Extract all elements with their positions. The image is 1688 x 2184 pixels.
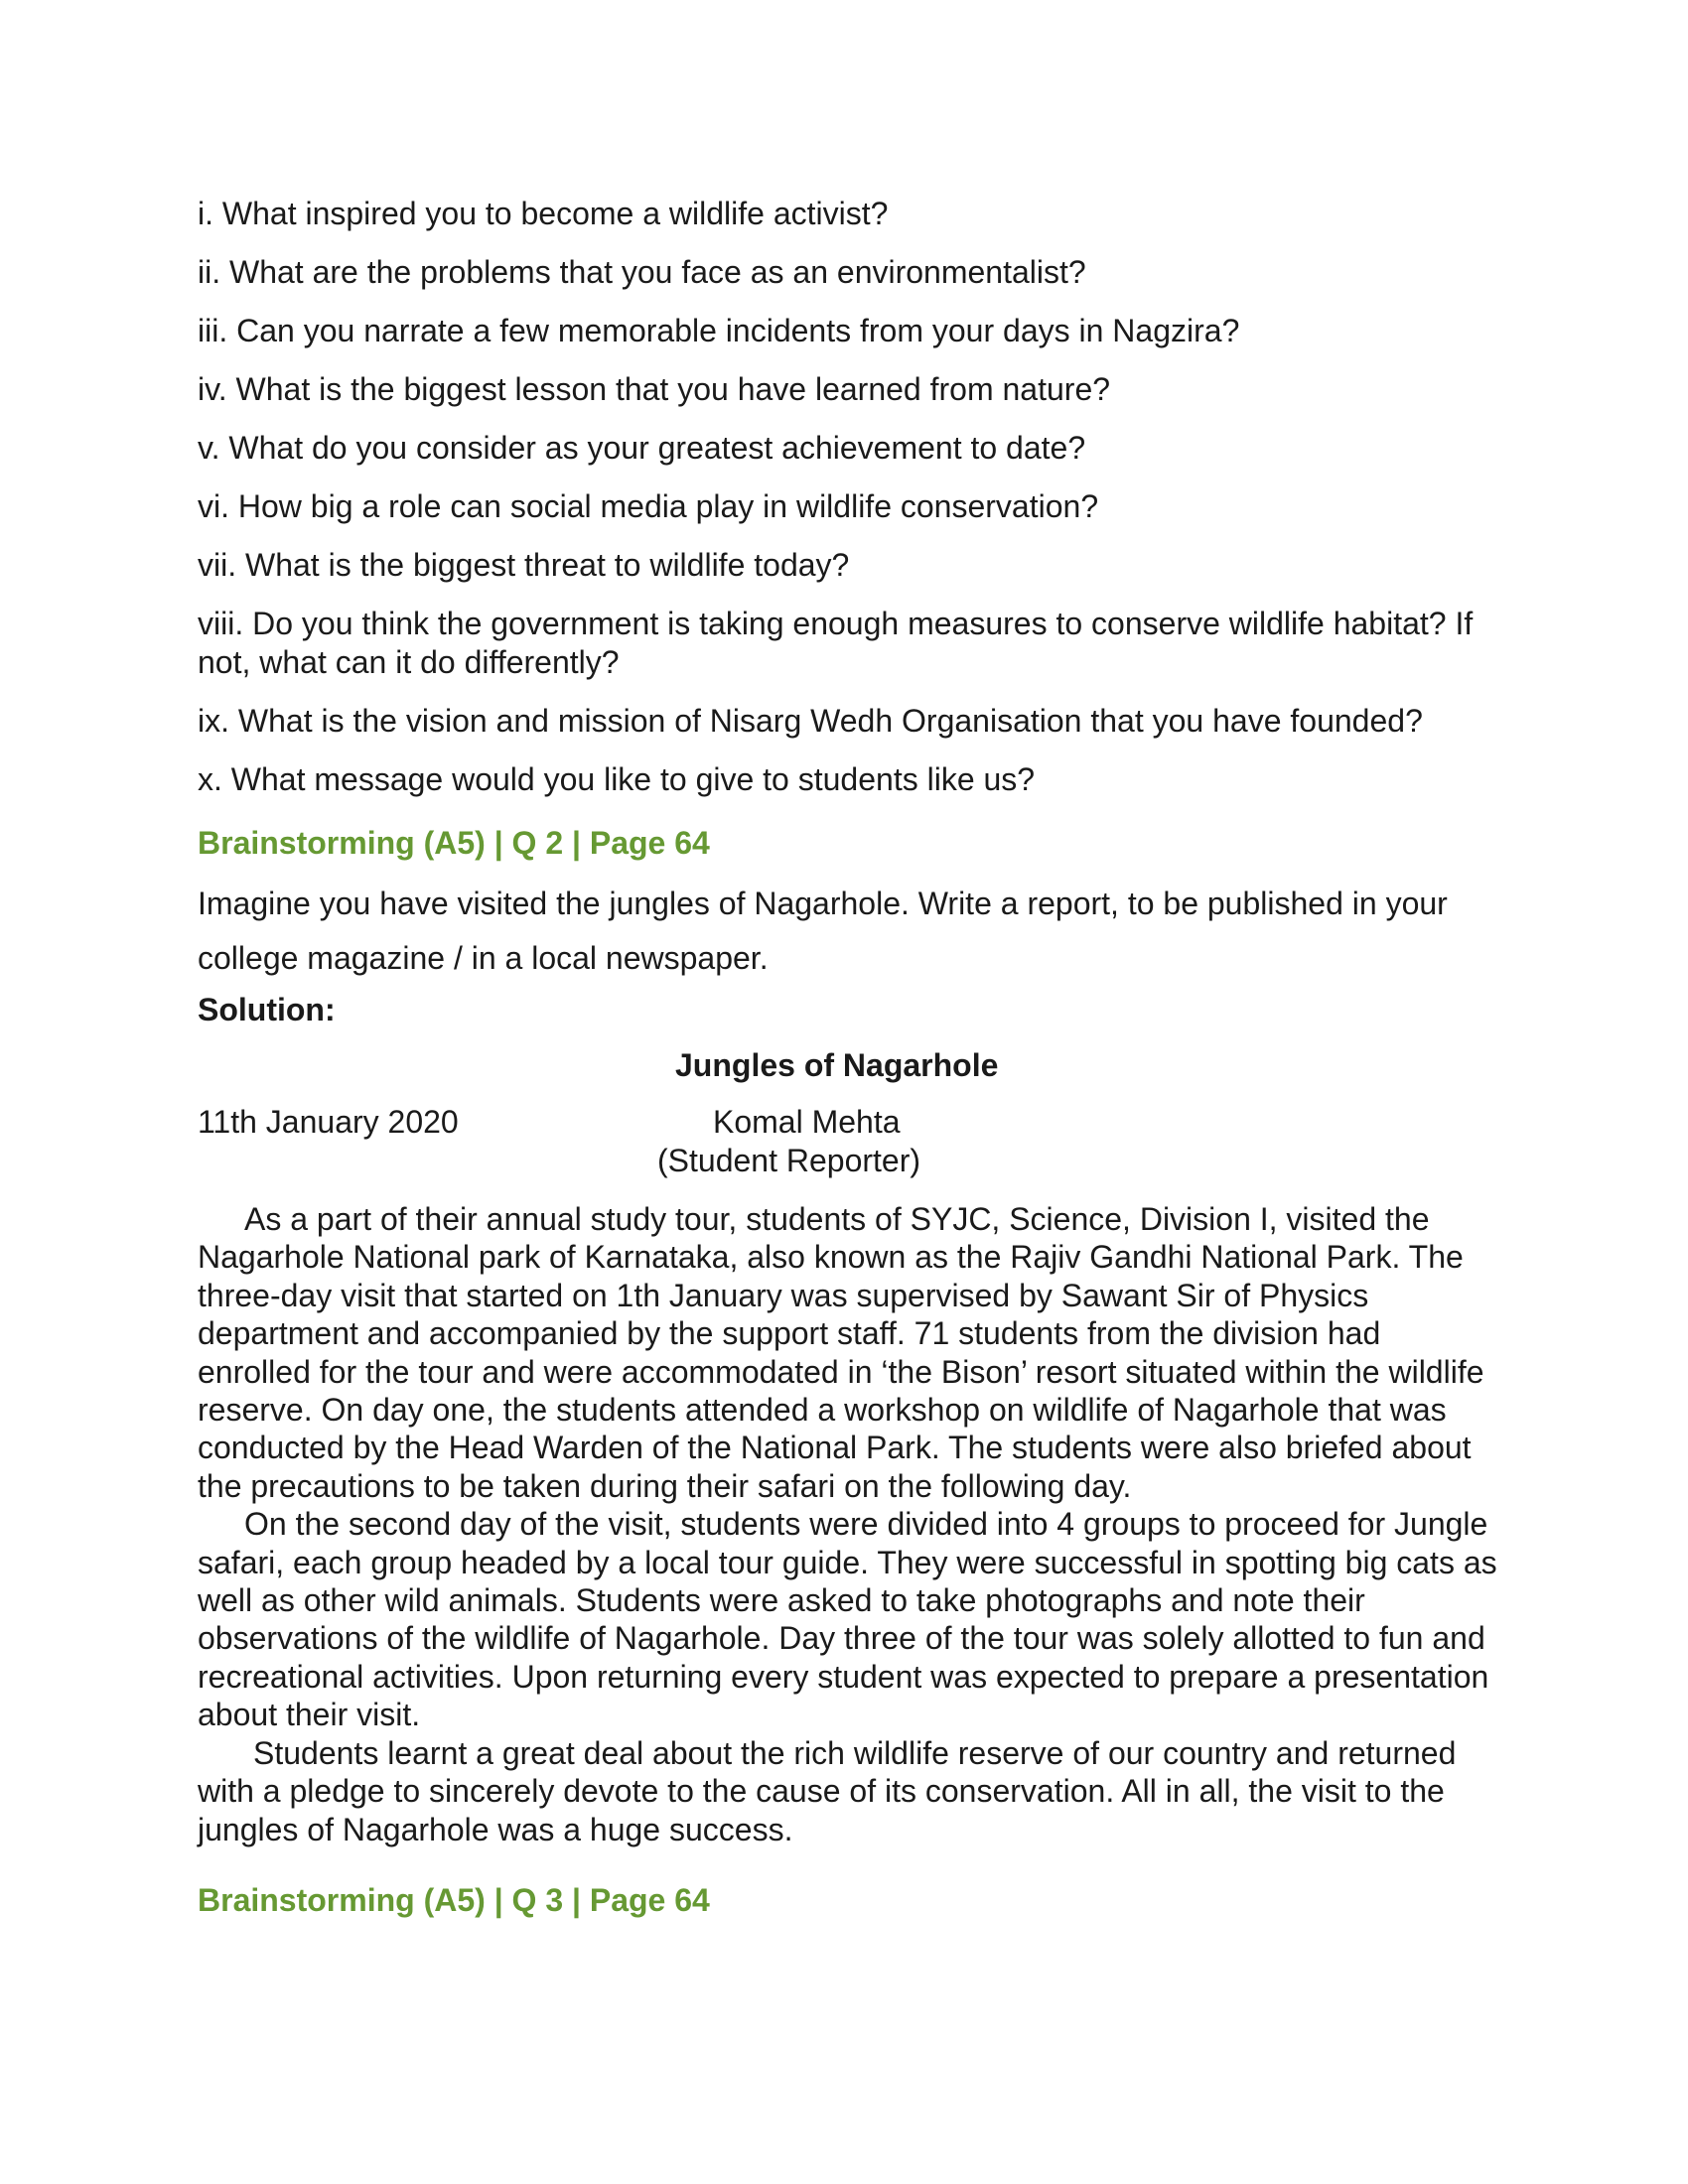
- report-paragraph: On the second day of the visit, students were divided into 4 groups to proceed for Jungle safari, each group headed by a local tour guide. They were successful in spotting big cats as well as other wild animals. Students were asked to take photographs and note their observations of the wildlife of Nagarhole. Day three of the tour was solely allotted to fun and recreational activities. Upon returning every student was expected to prepare a presentation about their visit.: [198, 1506, 1497, 1733]
- question-item: v. What do you consider as your greatest achievement to date?: [198, 430, 1086, 466]
- question-prompt: Imagine you have visited the jungles of Nagarhole. Write a report, to be published in your college magazine / in a local newspaper.: [198, 886, 1448, 976]
- report-author: Komal Mehta: [713, 1104, 901, 1140]
- section-heading-q3: Brainstorming (A5) | Q 3 | Page 64: [198, 1881, 710, 1918]
- solution-label: Solution:: [198, 992, 336, 1027]
- report-paragraph: As a part of their annual study tour, students of SYJC, Science, Division I, visited the Nagarhole National park of Karnataka, also known as the Rajiv Gandhi National Park. The three-day visit that started on 1th January was supervised by Sawant Sir of Physics department and accompanied by the support staff. 71 students from the division had enrolled for the tour and were accommodated in ‘the Bison’ resort situated within the wildlife reserve. On day one, the students attended a workshop on wildlife of Nagarhole that was conducted by the Head Warden of the National Park. The students were also briefed about the precautions to be taken during their safari on the following day.: [198, 1201, 1484, 1504]
- report-paragraph: Students learnt a great deal about the rich wildlife reserve of our country and returned with a pledge to sincerely devote to the cause of its conservation. All in all, the visit to the jungles of Nagarhole was a huge success.: [198, 1734, 1457, 1847]
- report-title: Jungles of Nagarhole: [675, 1047, 999, 1083]
- question-item: iv. What is the biggest lesson that you have learned from nature?: [198, 371, 1111, 407]
- question-item: ix. What is the vision and mission of Nisarg Wedh Organisation that you have founded?: [198, 703, 1423, 739]
- report-date: 11th January 2020: [198, 1104, 459, 1140]
- page-content: [198, 195, 1498, 1920]
- question-item: vi. How big a role can social media play in wildlife conservation?: [198, 488, 1099, 524]
- question-item: iii. Can you narrate a few memorable incidents from your days in Nagzira?: [198, 313, 1240, 348]
- question-item: vii. What is the biggest threat to wildlife today?: [198, 547, 850, 583]
- question-list: [198, 195, 1498, 799]
- report-byline: [198, 1103, 1498, 1180]
- question-item: viii. Do you think the government is taking enough measures to conserve wildlife habitat? If not, what can it do differently?: [198, 606, 1474, 680]
- report-author-role: (Student Reporter): [657, 1143, 921, 1178]
- question-item: x. What message would you like to give to students like us?: [198, 761, 1036, 797]
- section-heading-q2: Brainstorming (A5) | Q 2 | Page 64: [198, 825, 710, 861]
- report-body: [198, 1200, 1498, 1848]
- question-item: ii. What are the problems that you face as an environmentalist?: [198, 254, 1086, 290]
- question-item: i. What inspired you to become a wildlife activist?: [198, 196, 889, 231]
